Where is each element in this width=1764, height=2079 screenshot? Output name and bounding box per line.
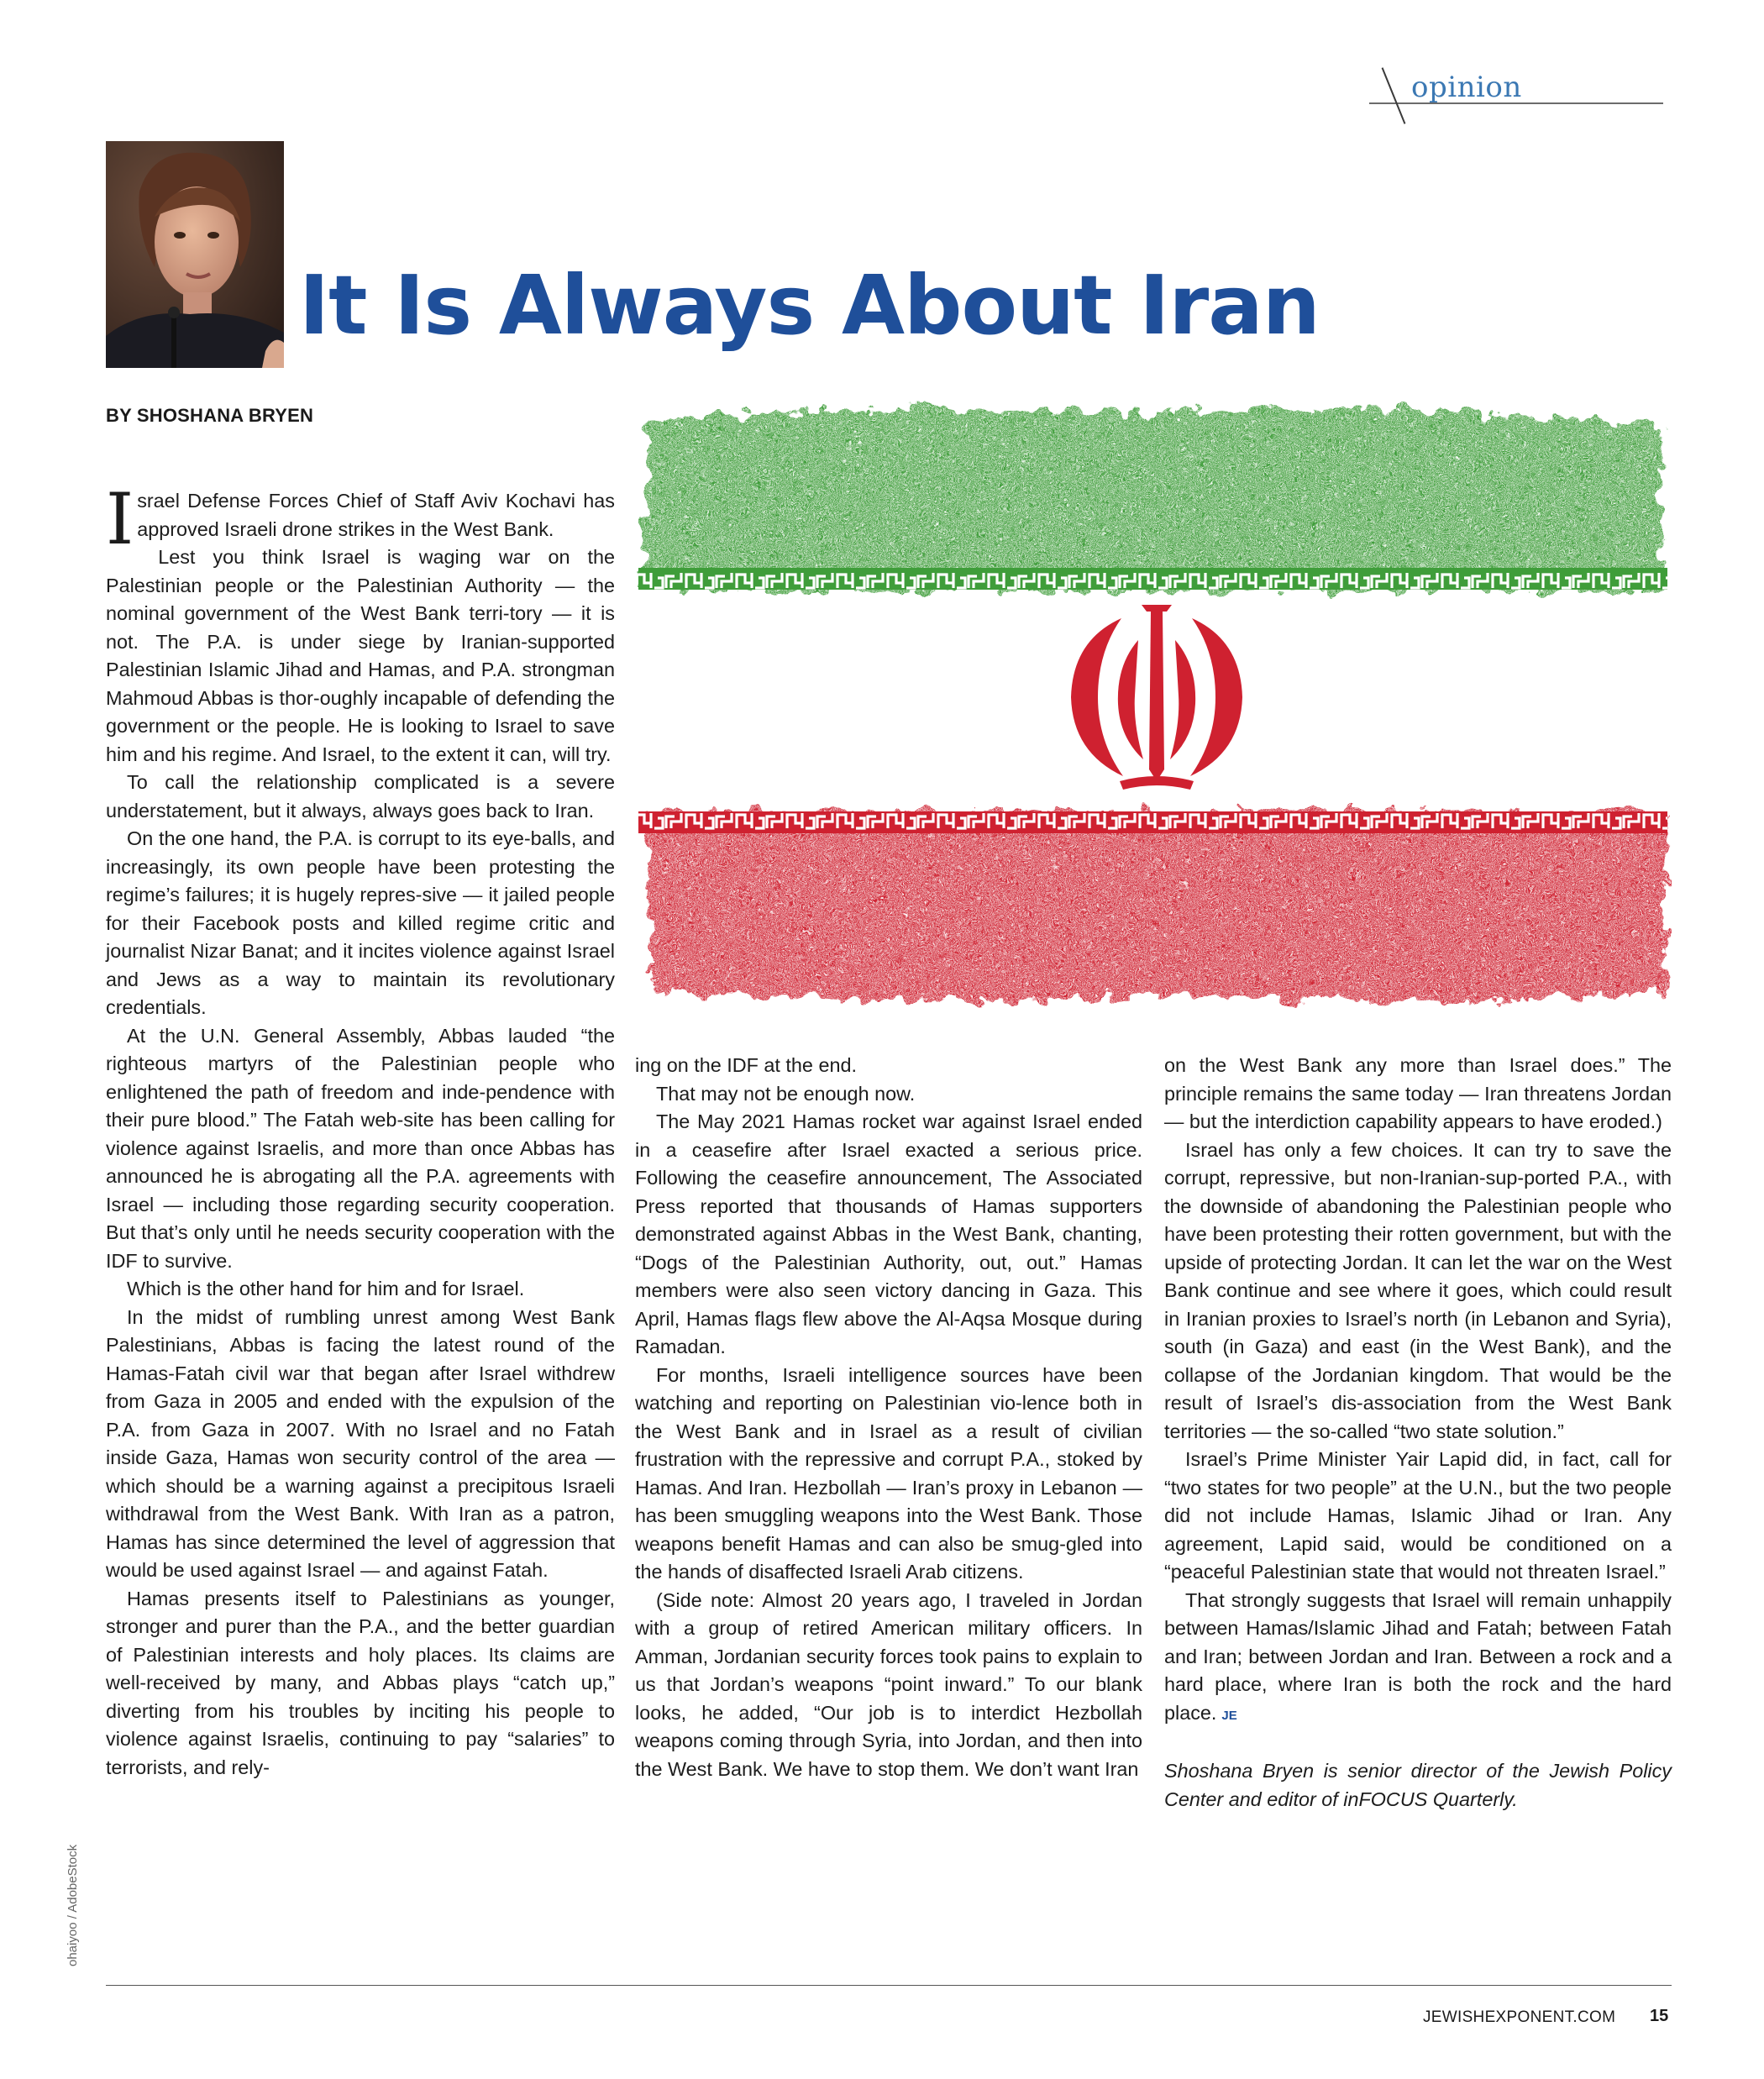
author-bio: Shoshana Bryen is senior director of the Jewish Policy Center and editor of inFOCUS Quarterly.: [1164, 1760, 1672, 1810]
section-label: opinion: [1411, 71, 1522, 104]
paragraph: For months, Israeli intelligence sources have been watching and reporting on Palestinian vio-lence both in the West Bank and in Israel as a result of civilian frustration with the repressive and corrupt P.A., stoked by Hamas. And Iran. Hezbollah — Iran’s proxy in Lebanon — has been smuggling weapons into the West Bank. Those weapons benefit Hamas and can also be smug-gled into the hands of disaffected Israeli Arab citizens.: [635, 1363, 1142, 1583]
paragraph-final: [1164, 1587, 1672, 1730]
article-column-1: [106, 478, 615, 1782]
paragraph: To call the relationship complicated is a severe understatement, but it always, always goes back to Iran.: [106, 771, 615, 822]
paragraph: On the one hand, the P.A. is corrupt to its eye-balls, and increasingly, its own people have been protesting the regime’s failures; it is hugely repres-sive — it jailed people for their Facebook posts and killed regime critic and journalist Nizar Banat; and it incites violence against Israel and Jews as a way to maintain its revolutionary credentials.: [106, 827, 615, 1018]
page-number: 15: [1650, 2007, 1669, 2025]
paragraph: on the West Bank any more than Israel does.” The principle remains the same today — Iran threatens Jordan — but the interdiction capability appears to have eroded.): [1164, 1054, 1672, 1132]
end-mark: JE: [1221, 1708, 1237, 1723]
paragraph: That may not be enough now.: [656, 1082, 916, 1105]
paragraph-intro: [106, 478, 615, 560]
iran-flag-illustration: [634, 395, 1672, 1008]
article-column-3: [1164, 1052, 1672, 1814]
drop-cap: I: [106, 478, 134, 560]
paragraph: Lest you think Israel is waging war on the Palestinian people or the Palestinian Authority — the nominal government of the West Bank terri-tory — it is not. The P.A. is under siege by Iranian-supported Palestinian Islamic Jihad and Hamas, and P.A. strongman Mahmoud Abbas is thor-oughly incapable of defending the government or the people. He is looking to Israel to save him and his regime. And Israel, to the extent it can, will try.: [106, 546, 615, 765]
paragraph: In the midst of rumbling unrest among West Bank Palestinians, Abbas is facing the latest round of the Hamas-Fatah civil war that began after Israel withdrew from Gaza in 2005 and ended with the expulsion of the P.A. from Gaza in 2007. With no Israel and no Fatah inside Gaza, Hamas won security control of the area — which should be a warning against a precipitous Israeli withdrawal from the West Bank. With Iran as a patron, Hamas has since determined the level of aggression that would be used against Israel — and against Fatah.: [106, 1305, 615, 1581]
footer-site: JEWISHEXPONENT.COM: [1423, 2008, 1616, 2026]
paragraph: Which is the other hand for him and for Israel.: [127, 1278, 525, 1299]
iran-emblem-icon: [1071, 605, 1242, 790]
paragraph: At the U.N. General Assembly, Abbas lauded “the righteous martyrs of the Palestinian people who enlightened the path of freedom and inde-pendence with their pure blood.” The Fatah web-site has been calling for violence against Israelis, and more than once Abbas has announced he is abrogating all the P.A. agreements with Israel — including those regarding security cooperation. But that’s only until he needs security cooperation with the IDF to survive.: [106, 1024, 615, 1272]
footer-rule: [106, 1985, 1672, 1986]
section-tag: [1368, 66, 1663, 124]
paragraph: The May 2021 Hamas rocket war against Israel ended in a ceasefire after Israel exacted a serious price. Following the ceasefire announcement, The Associated Press reported that thousands of Hamas supporters demonstrated against Abbas in the West Bank, chanting, “Dogs of the Palestinian Authority, out, out.” Hamas members were also seen victory dancing in Gaza. This April, Hamas flags flew above the Al-Aqsa Mosque during Ramadan.: [635, 1110, 1142, 1357]
paragraph-text: srael Defense Forces Chief of Staff Aviv Kochavi has approved Israeli drone strikes in the West Bank.: [137, 490, 615, 540]
paragraph: Israel has only a few choices. It can try to save the corrupt, repressive, but non-Iranian-sup-ported P.A., with the downside of abandoning the Palestinian people who have been protesting their rotten government, but with the upside of protecting Jordan. It can let the war on the West Bank continue and see where it goes, which could result in Iranian proxies to Israel’s north (in Lebanon and Syria), south (in Gaza) and east (in the West Bank), and the collapse of the Jordanian kingdom. That would be the result of Israel’s dis-association from the West Bank territories — the so-called “two state solution.”: [1164, 1138, 1672, 1442]
paragraph: Hamas presents itself to Palestinians as younger, stronger and purer than the P.A., and the better guardian of Palestinian interests and holy places. Its claims are well-received by many, and Abbas plays “catch up,” diverting from his troubles by inciting his people to violence against Israelis, continuing to pay “salaries” to terrorists, and rely-: [106, 1587, 615, 1778]
section-slash: [1382, 67, 1406, 124]
paragraph-text: That strongly suggests that Israel will remain unhappily between Hamas/Islamic Jihad and Fatah; between Fatah and Iran; between Jordan and Iran. Between a rock and a hard place, where Iran is both the rock and the hard place.: [1164, 1588, 1672, 1724]
headline: It Is Always About Iran: [299, 258, 1320, 353]
author-photo: [106, 141, 284, 368]
byline: BY SHOSHANA BRYEN: [106, 405, 314, 426]
paragraph: (Side note: Almost 20 years ago, I traveled in Jordan with a group of retired American military officers. In Amman, Jordanian security forces took pains to explain to us that Jordan’s weapons “point inward.” To our blank looks, he added, “Our job is to interdict Hezbollah weapons coming through Syria, into Jordan, and then into the West Bank. We have to stop them. We don’t want Iran: [635, 1588, 1142, 1780]
article-column-2: [635, 1052, 1142, 1783]
photo-credit: ohaiyoo / AdobeStock: [66, 1844, 80, 1966]
paragraph: ing on the IDF at the end.: [635, 1054, 857, 1076]
paragraph: Israel’s Prime Minister Yair Lapid did, in fact, call for “two states for two people” at the U.N., but the two people did not include Hamas, Islamic Jihad or Iran. Any agreement, Lapid said, would be conditioned on a “peaceful Palestinian state that would not threaten Israel.”: [1164, 1448, 1672, 1583]
